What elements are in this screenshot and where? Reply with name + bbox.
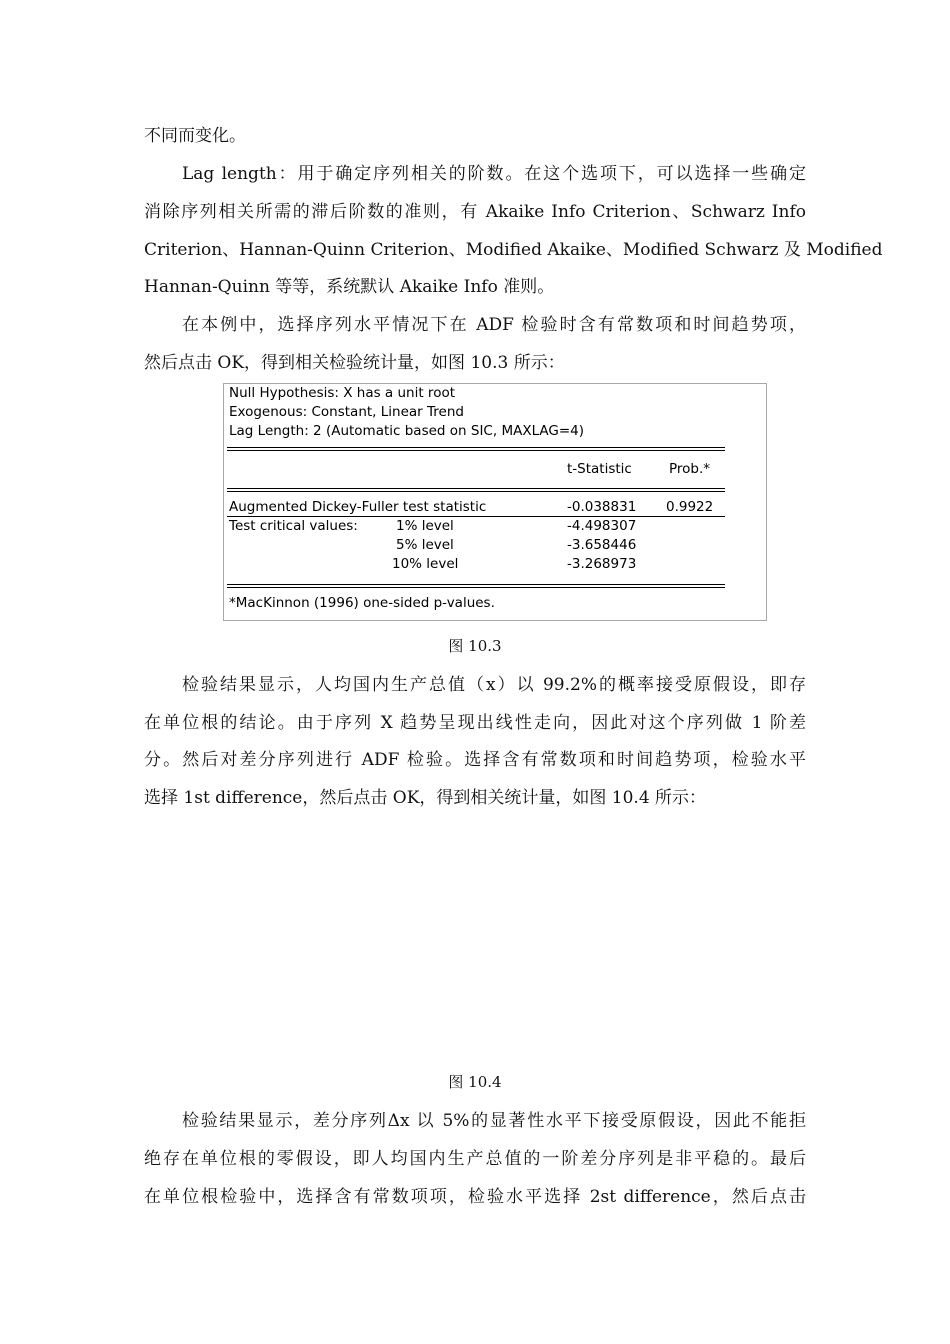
lag-length-text: Lag Length: 2 (Automatic based on SIC, MAXLAG=4) [229, 423, 585, 439]
text-line: Hannan-Quinn 等等，系统默认 Akaike Info 准则。 [144, 277, 555, 297]
text-line: 在本例中，选择序列水平情况下在 ADF 检验时含有常数项和时间趋势项， [182, 315, 806, 335]
text-line: 消除序列相关所需的滞后阶数的准则，有 Akaike Info Criterion、Schwarz Info [144, 202, 806, 222]
text-line: 在单位根检验中，选择含有常数项项，检验水平选择 2st difference，然后点击 [144, 1187, 806, 1207]
critical-values-label: Test critical values: [229, 518, 358, 534]
table-rule [227, 447, 725, 448]
text-line: 检验结果显示，人均国内生产总值（x）以 99.2%的概率接受原假设，即存 [182, 675, 806, 695]
text-line: Criterion、Hannan-Quinn Criterion、Modified Akaike、Modified Schwarz 及 Modified [144, 240, 883, 260]
text-line: 不同而变化。 [144, 126, 246, 146]
table-rule [227, 491, 725, 492]
text-line: 分。然后对差分序列进行 ADF 检验。选择含有常数项和时间趋势项，检验水平 [144, 750, 806, 770]
col-header-t-statistic: t-Statistic [567, 461, 632, 477]
text-line: 检验结果显示，差分序列Δx 以 5%的显著性水平下接受原假设，因此不能拒 [182, 1111, 806, 1131]
table-rule [227, 584, 725, 585]
table-rule [227, 587, 725, 588]
text-line: Lag length：用于确定序列相关的阶数。在这个选项下，可以选择一些确定 [182, 164, 806, 184]
text-line: 绝存在单位根的零假设，即人均国内生产总值的一阶差分序列是非平稳的。最后 [144, 1149, 806, 1169]
null-hypothesis-text: Null Hypothesis: X has a unit root [229, 385, 455, 401]
table-rule [227, 516, 725, 517]
level-10pct: 10% level [392, 556, 459, 572]
crit-value-1pct: -4.498307 [567, 518, 637, 534]
adf-prob: 0.9922 [666, 499, 714, 515]
adf-t-statistic: -0.038831 [567, 499, 637, 515]
figure-caption: 图 10.4 [448, 1073, 502, 1091]
level-1pct: 1% level [396, 518, 454, 534]
adf-label: Augmented Dickey-Fuller test statistic [229, 499, 487, 515]
figure-caption: 图 10.3 [448, 637, 502, 655]
col-header-prob: Prob.* [669, 461, 711, 477]
crit-value-10pct: -3.268973 [567, 556, 637, 572]
table-rule [227, 450, 725, 451]
adf-test-output-table [223, 383, 767, 621]
text-line: 选择 1st difference，然后点击 OK，得到相关统计量，如图 10.4 所示： [144, 788, 707, 808]
table-rule [227, 488, 725, 489]
crit-value-5pct: -3.658446 [567, 537, 637, 553]
level-5pct: 5% level [396, 537, 454, 553]
exogenous-text: Exogenous: Constant, Linear Trend [229, 404, 464, 420]
text-line: 在单位根的结论。由于序列 X 趋势呈现出线性走向，因此对这个序列做 1 阶差 [144, 713, 806, 733]
text-line: 然后点击 OK，得到相关检验统计量，如图 10.3 所示： [144, 353, 565, 373]
footnote: *MacKinnon (1996) one-sided p-values. [229, 595, 495, 611]
